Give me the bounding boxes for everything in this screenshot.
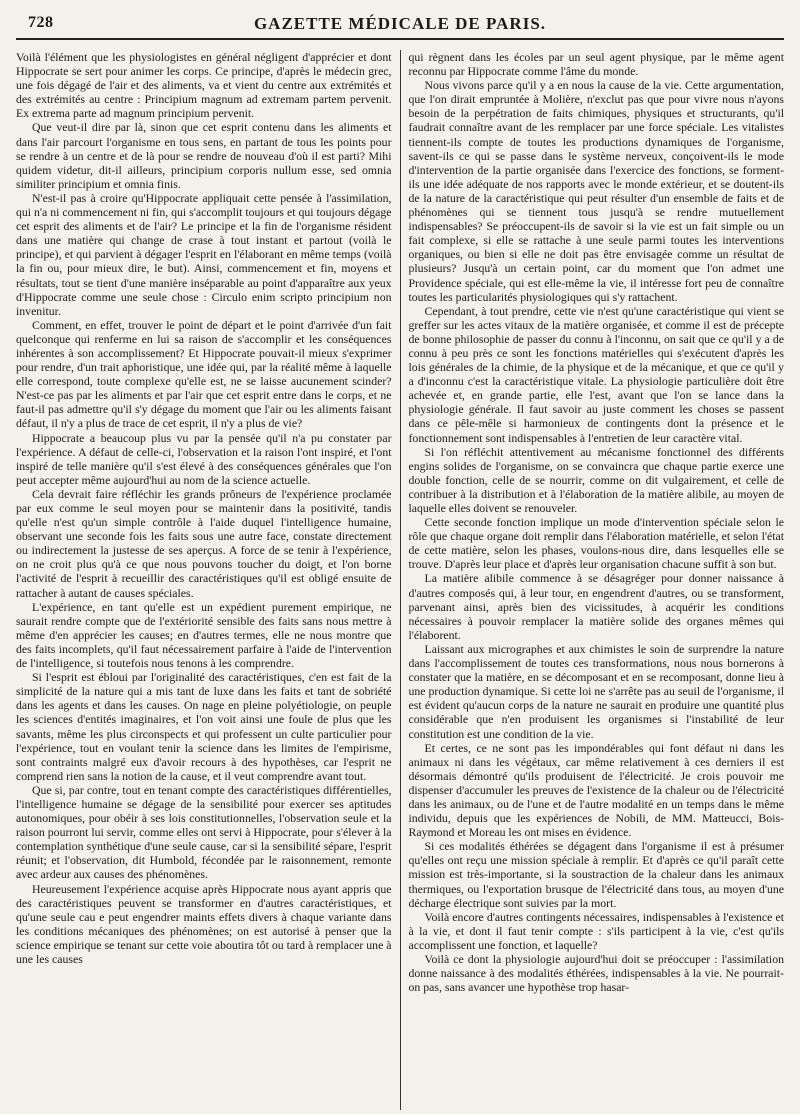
paragraph: qui règnent dans les écoles par un seul agent physique, par le même agent reconnu par Hippocrate comme l'âme du monde. xyxy=(408,50,784,79)
paragraph: Si l'esprit est ébloui par l'originalité des caractéristiques, c'en est fait de la simplicité de la nature qui a mis tant de luxe dans les faits et tant de sobriété dans les agents et dans les causes. On nage en pleine polyétiologie, on peuple les sciences d'entités imaginaires, et l'on voit ainsi une foule de plus que les savants, même les plus circonspects et qui professent un culte particulier pour l'expérience, tout en voulant tenir la science dans les limites de l'empirisme, sont contraints malgré eux d'avoir recours à des hypothèses, car l'esprit ne comprend rien sans la notion de la cause, et il veut comprendre avant tout. xyxy=(16,670,392,783)
paragraph: Cette seconde fonction implique un mode d'intervention spéciale selon le rôle que chaque organe doit remplir dans l'élaboration matérielle, et selon l'état de cette matière, selon les phases, voulons-nous dire, dans lesquelles elle se trouve. D'après leur place et d'après leur organisation chacune suffit à son but. xyxy=(408,515,784,572)
paragraph: L'expérience, en tant qu'elle est un expédient purement empirique, ne saurait rendre compte que de l'extériorité sensible des faits sans nous mettre à même d'en apprécier les causes; en d'autres termes, elle ne nous montre que des faits incomplets, qu'il faut nécessairement parfaire à l'aide de l'intervention de l'intelligence, si toutefois nous tenons à les comprendre. xyxy=(16,599,392,671)
paragraph: Et certes, ce ne sont pas les impondérables qui font défaut ni dans les animaux ni dans les végétaux, car même relativement à ces derniers il est désormais démontré qu'ils produisent de l'électricité. Je crois pouvoir me dispenser d'accumuler les preuves de l'existence de la chaleur ou de l'électricité dans les animaux, ou de l'une et de l'autre modalité en un temps dans le même individu, depuis que les expériences de Nobili, de MM. Matteucci, Bois-Raymond et Moreau les ont mises en évidence. xyxy=(408,740,784,840)
paragraph: La matière alibile commence à se désagréger pour donner naissance à d'autres composés qui, à leur tour, en engendrent d'autres, ou se transforment, parvenant ainsi, après bien des vicissitudes, à acquérir les conditions nécessaires à pouvoir remplacer la matière solide des organes mêmes qui l'élaborent. xyxy=(408,571,784,642)
paragraph: Voilà l'élément que les physiologistes en général négligent d'apprécier et dont Hippocrate se sert pour animer les corps. Ce principe, d'après le médecin grec, une fois dégagé de l'air et des aliments, va et vient du centre aux extrémités et des extrémités au centre : Principium magnum ad extremam partem pervenit. Ex extrema parte ad magnum principium pervenit. xyxy=(16,50,392,121)
paragraph: Cela devrait faire réfléchir les grands prôneurs de l'expérience proclamée par eux comme le seul moyen pour se maintenir dans la positivité, tandis qu'elle n'est qu'un simple contrôle à l'aide duquel l'intelligence humaine, observant une seconde fois les faits sous une autre face, constate directement ou indirectement la justesse de ses aperçus. A force de se tenir à l'expérience, on ne croit plus qu'à ce que nous pouvons toucher du doigt, et l'on borne l'activité de l'esprit à recueillir des caractéristiques qu'il est obligé ensuite de rattacher à autant de causes spéciales. xyxy=(16,486,392,600)
paragraph: Voilà ce dont la physiologie aujourd'hui doit se préoccuper : l'assimilation donne naissance à des modalités éthérées, indispensables à la vie. Ne pourrait-on pas, sans avancer une hypothèse trop hasar- xyxy=(408,952,784,995)
page-header xyxy=(16,14,784,40)
paragraph: Laissant aux micrographes et aux chimistes le soin de surprendre la nature dans l'accomplissement de toutes ces transformations, nous nous bornerons à constater que la matière, en se décomposant et en se recomposant, donne lieu à une production dynamique. Si cette loi ne s'arrête pas au seuil de l'organisme, il est évident qu'aucun corps de la nature ne saurait en produire une quantité plus considérable que n'en produisent les organismes si l'instabilité de leur constitution est une condition de la vie. xyxy=(408,641,784,741)
journal-title: GAZETTE MÉDICALE DE PARIS. xyxy=(253,14,547,33)
paragraph: Si ces modalités éthérées se dégagent dans l'organisme il est à présumer qu'elles ont reçu une mission spéciale à remplir. Et d'après ce qu'il paraît cette mission est très-importante, si la soustraction de la chaleur dans les animaux thermiques, ou l'exportation brusque de l'électricité dans tous, au moyen d'une décharge électrique sont suivies par la mort. xyxy=(408,839,784,910)
paragraph: Nous vivons parce qu'il y a en nous la cause de la vie. Cette argumentation, que l'on dirait empruntée à Molière, n'exclut pas que pour vivre nous n'ayons besoin de la perpétration de faits chimiques, physiques et structurants, qu'il faudrait connaître avant de les remplacer par une force spéciale. Les vitalistes tiennent-ils compte de toutes les productions dynamiques de l'organisme, savent-ils ce qui se passe dans le système nerveux, conçoivent-ils le mode d'intervention de la partie organisée dans l'exercice des fonctions, se forment-ils une idée adéquate de nos rapports avec le monde extérieur, et se doutent-ils de la nature de la caractéristique qui peut résulter d'un ensemble de faits et de phénomènes qui se tiennent tous jusqu'à se rendre mutuellement indispensables? Se préoccupent-ils de savoir si la vie est un fait simple ou un fait complexe, si elle se rattache à une seule parmi toutes les interventions organiques, ou bien si elle ne doit pas être envisagée comme un résultat de plusieurs? Jusqu'à un certain point, car du moment que l'on admet une Providence spéciale, qui est elle-même la vie, il intéresse fort peu de connaître toutes les particularités physiologiques qui s'y rattachent. xyxy=(408,78,784,304)
right-column xyxy=(401,50,785,1110)
paragraph: Comment, en effet, trouver le point de départ et le point d'arrivée d'un fait quelconque qui renferme en lui sa raison de s'accomplir et les conséquences inhérentes à son accomplissement? Et Hippocrate pouvait-il mieux s'exprimer pour rendre, d'un trait aphoristique, une idée qui, par la réalité même à laquelle elle correspond, toute complexe qu'elle est, ne se laisse aucunement scinder? N'est-ce pas par les aliments et par l'air que cet esprit entre dans le corps, et ne faut-il pas admettre qu'il s'y dégage du moment que l'air ou les aliments faisant défaut, il n'y a plus de trace de cet esprit, il n'y a plus de vie? xyxy=(16,317,392,431)
paragraph: N'est-il pas à croire qu'Hippocrate appliquait cette pensée à l'assimilation, qui n'a ni commencement ni fin, qui s'accomplit toujours et qui toujours dégage cet esprit des aliments et de l'air? Le principe et la fin de l'organisme résident dans une matière qui change de crase à tout instant et partout (voilà le principe), et qui parvient à dégager l'esprit en l'élaborant en même temps (voilà la fin ou, pour mieux dire, le but). Ainsi, commencement et fin, moyens et résultats, tout se tient d'une manière inséparable au point d'apparaître aux yeux d'Hippocrate comme une seule chose : Circulo enim scripto principium non invenitur. xyxy=(16,190,392,318)
article-columns xyxy=(16,50,784,1110)
paragraph: Heureusement l'expérience acquise après Hippocrate nous ayant appris que des caractéristiques peuvent se transformer en d'autres caractéristiques, et qu'une seule cau e peut engendrer maints effets divers à chaque variante dans les conditions mécaniques des phénomènes; on est autorisé à penser que la science empirique se tenant sur cette voie aboutira tôt ou tard à remplacer une à une les causes xyxy=(16,881,392,966)
paragraph: Cependant, à tout prendre, cette vie n'est qu'une caractéristique qui vient se greffer sur les actes vitaux de la matière organisée, et comme il est de précepte de bonne philosophie de passer du connu à l'inconnu, on sait que ce qu'il y a de connu à peu près ce sont les fonctions matérielles qui s'exécutent d'après les lois générales de la chimie, de la physique et de la mécanique, et que ce qu'il y a d'inconnu c'est la caractéristique vitale. La physiologie particulière doit être achevée et, en grande partie, elle l'est, avant que l'on se lance dans la physiologie générale. Il faut savoir au juste comment les choses se passent dans ce pêle-mêle si harmonieux de contingents dont la présence et le fonctionnement sont indispensables à l'entretien de leur caractère vital. xyxy=(408,303,784,445)
left-column xyxy=(16,50,400,1110)
paragraph: Voilà encore d'autres contingents nécessaires, indispensables à l'existence et à la vie, et dont il faut tenir compte : s'ils participent à la vie, c'est qu'ils accomplissent une fonction, et laquelle? xyxy=(408,909,784,952)
paragraph: Que veut-il dire par là, sinon que cet esprit contenu dans les aliments et dans l'air parcourt l'organisme en tous sens, en partant de tous les points pour se rendre à un centre et de là pour se rendre de nouveau d'où il est parti? Mihi quidem videtur, dit-il ailleurs, principium corporis nullum esse, sed omnia similiter principium et omnia finis. xyxy=(16,120,392,191)
paragraph: Si l'on réfléchit attentivement au mécanisme fonctionnel des différents engins solides de l'organisme, on se convaincra que chaque partie exerce une double fonction, celle de se nourrir, comme on dit vulgairement, et celle de contribuer à la distribution et à l'élaboration de la matière alibile, au moyen de laquelle elles doivent se renouveler. xyxy=(408,444,784,515)
page-number: 728 xyxy=(28,14,54,31)
paragraph: Hippocrate a beaucoup plus vu par la pensée qu'il n'a pu constater par l'expérience. A défaut de celle-ci, l'observation et la raison l'ont inspiré, et l'ont inspiré de telle manière qu'il s'est élevé à des conséquences générales que l'on peut accepter même aujourd'hui au nom de la science actuelle. xyxy=(16,430,392,487)
paragraph: Que si, par contre, tout en tenant compte des caractéristiques différentielles, l'intelligence humaine se dégage de la sensibilité pour exercer ses aptitudes autonomiques, pour obéir à ses lois constitutionnelles, l'observation seule et la raison pourront lui servir, comme elles ont servi à Hippocrate, pour s'élever à la contemplation synthétique d'une seule cause, car si la sensibilité sépare, l'esprit réunit; et l'observation, dit Humbold, fécondée par le raisonnement, remonte avec ardeur aux causes des phénomènes. xyxy=(16,782,392,882)
